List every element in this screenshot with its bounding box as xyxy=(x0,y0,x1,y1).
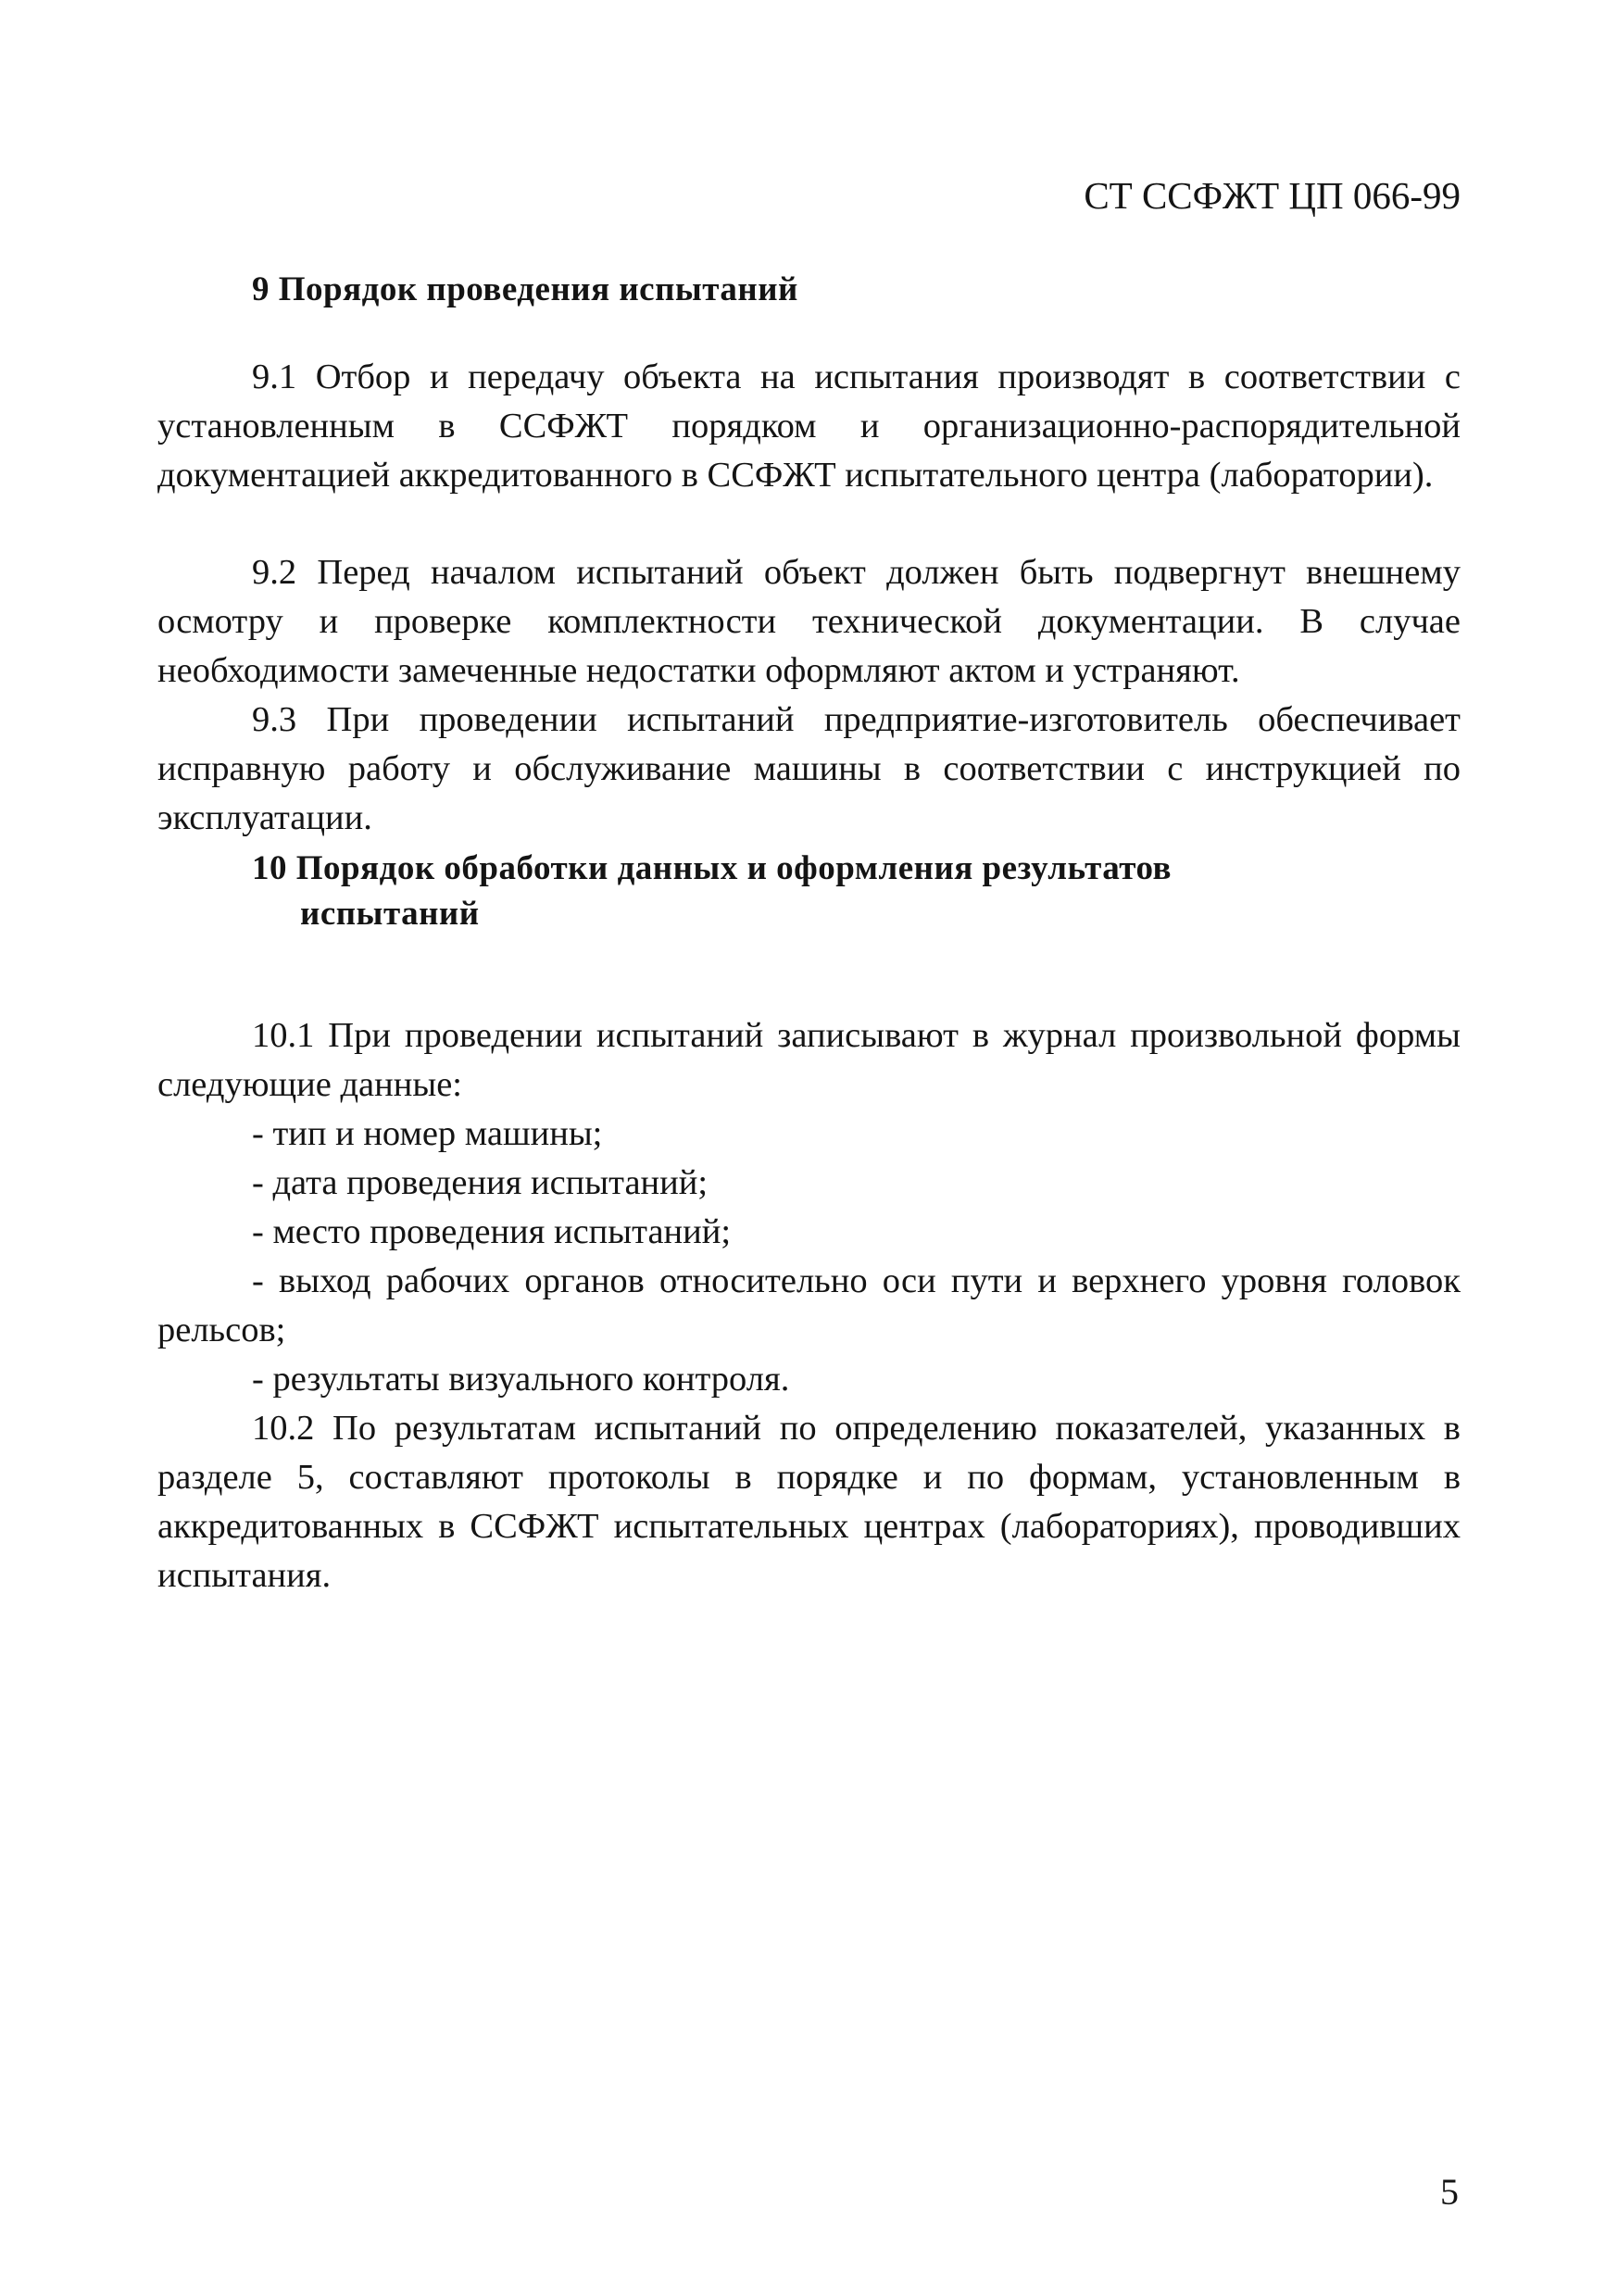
list-item: - выход рабочих органов относительно оси пути и верхнего уровня головок рельсов; xyxy=(157,1261,1461,1349)
document-code: СТ ССФЖТ ЦП 066-99 xyxy=(1084,174,1461,217)
list-item: - тип и номер машины; xyxy=(252,1114,603,1153)
section-9-heading: 9 Порядок проведения испытаний xyxy=(252,270,798,308)
paragraph-10-2: 10.2 По результатам испытаний по определению показателей, указанных в разделе 5, составляют протоколы в порядке и по формам, установленным в аккредитованных в ССФЖТ испытательных центрах (лабораториях), проводивших испытания. xyxy=(157,1409,1461,1595)
section-10-heading-line2: испытаний xyxy=(300,895,480,933)
list-item: - место проведения испытаний; xyxy=(252,1212,732,1251)
list-item: - результаты визуального контроля. xyxy=(252,1360,790,1399)
section-10-heading xyxy=(252,846,1172,936)
paragraph-9-2: 9.2 Перед началом испытаний объект должен быть подвергнут внешнему осмотру и проверке комплектности технической документации. В случае необходимости замеченные недостатки оформляют актом и устраняют. xyxy=(157,553,1461,690)
paragraph-9-3: 9.3 При проведении испытаний предприятие-изготовитель обеспечивает исправную работу и обслуживание машины в соответствии с инструкцией по эксплуатации. xyxy=(157,700,1461,837)
list-item: - дата проведения испытаний; xyxy=(252,1163,709,1202)
page-number: 5 xyxy=(1440,2171,1459,2213)
paragraph-10-1: 10.1 При проведении испытаний записывают в журнал произвольной формы следующие данные: xyxy=(157,1016,1461,1104)
section-10-heading-line1: 10 Порядок обработки данных и оформления результатов xyxy=(252,849,1173,887)
paragraph-9-1: 9.1 Отбор и передачу объекта на испытания производят в соответствии с установленным в ССФЖТ порядком и организационно-распорядительной документацией аккредитованного в ССФЖТ испытательного центра (лаборатории). xyxy=(157,358,1461,495)
